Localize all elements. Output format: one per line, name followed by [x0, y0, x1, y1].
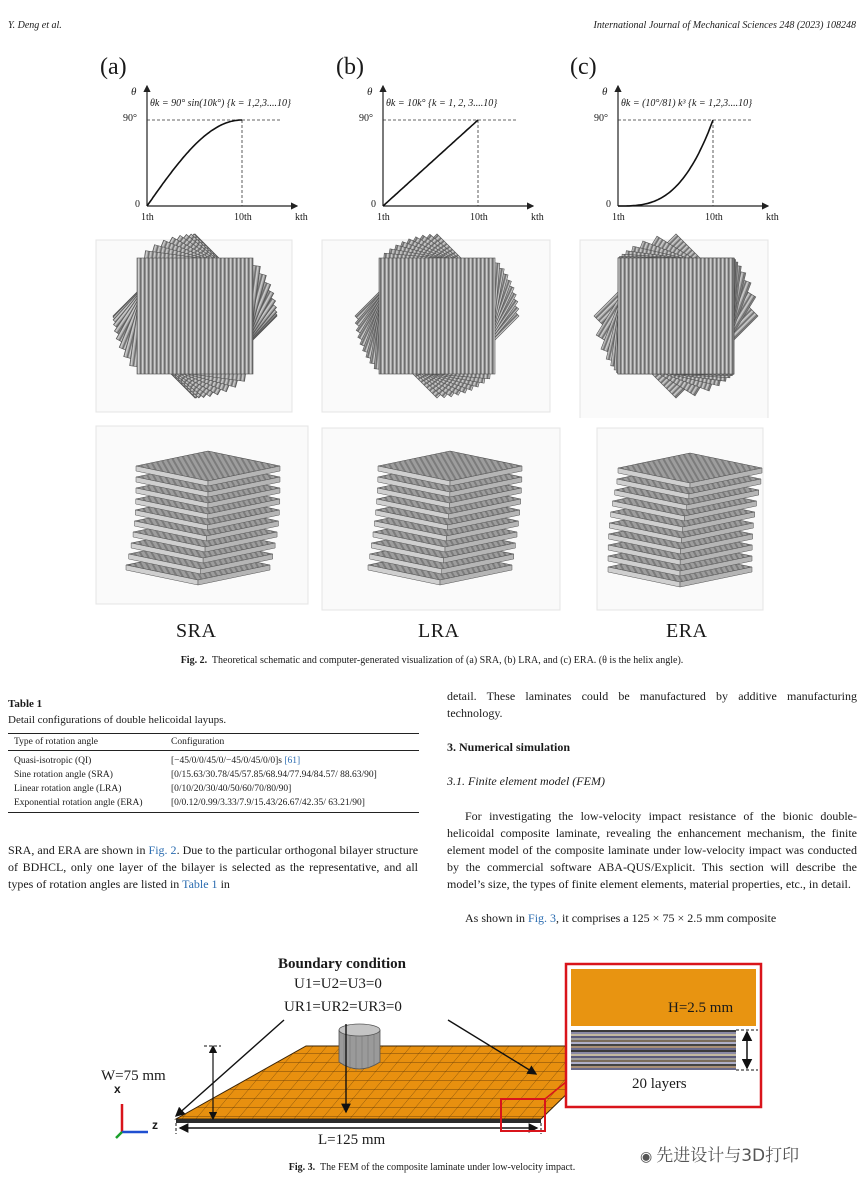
fem-layers-label: 20 layers [632, 1076, 687, 1092]
series-line-era [618, 120, 713, 206]
layer-stripe [571, 1064, 736, 1066]
layer-stripe [571, 1046, 736, 1048]
formula-era: θk = (10°/81) k³ {k = 1,2,3....10} [621, 98, 753, 109]
x-tick-1: 1th [141, 212, 154, 223]
y-axis-label: θ [367, 86, 373, 98]
layer-stripe [571, 1062, 736, 1064]
layer-stripe [571, 1066, 736, 1068]
axis-triad [116, 1104, 148, 1138]
formula-lra: θk = 10k° {k = 1, 2, 3....10} [386, 98, 498, 109]
table-row: Quasi-isotropic (QI) [−45/0/0/45/0/−45/0/45/0/0]s [61] [14, 756, 301, 766]
iso-view-lra [368, 451, 522, 585]
layer-stripe [571, 1032, 736, 1034]
top-view-era [594, 234, 758, 398]
table1 [8, 733, 419, 813]
fem-length-label: L=125 mm [318, 1132, 386, 1148]
x-tick-10: 10th [234, 212, 252, 223]
iso-view-renders [0, 422, 864, 612]
section-heading: 3. Numerical simulation [447, 740, 570, 754]
origin-label: 0 [371, 199, 376, 210]
subsection-heading: 3.1. Finite element model (FEM) [447, 774, 605, 788]
y-axis-label: θ [602, 86, 608, 98]
formula-sra: θk = 90° sin(10k°) {k = 1,2,3....10} [150, 98, 292, 109]
y-tick-90: 90° [359, 113, 373, 124]
y-axis-label: θ [131, 86, 137, 98]
layer-stripe [571, 1048, 736, 1050]
table1-link[interactable]: Table 1 [182, 877, 218, 891]
figure2-caption: Fig. 2. Theoretical schematic and computer-generated visualization of (a) SRA, (b) LRA, and (c) ERA. (θ is the helix angle). [180, 655, 684, 666]
x-tick-1: 1th [612, 212, 625, 223]
axis-x-label: x [114, 1082, 121, 1096]
x-tick-10: 10th [705, 212, 723, 223]
fig2-link[interactable]: Fig. 2 [148, 843, 177, 857]
panel-letter-c: (c) [570, 54, 597, 80]
series-line-sra [147, 120, 242, 206]
left-paragraph: SRA, and ERA are shown in Fig. 2. Due to the particular orthogonal bilayer structure of BDHCL, only one layer of the bilayer is selected as the representative, and all types of rotation angles are listed in Table 1 in [8, 843, 419, 891]
label-lra: LRA [418, 620, 460, 642]
iso-view-era [608, 453, 762, 587]
wechat-icon: ◉ [640, 1149, 653, 1165]
ply [137, 258, 253, 374]
running-author: Y. Deng et al. [8, 20, 62, 31]
figure3-fem [96, 954, 768, 1154]
layer-stripe [571, 1042, 736, 1044]
layer-stripe [571, 1058, 736, 1060]
layer-stripe [571, 1052, 736, 1054]
x-tick-10: 10th [470, 212, 488, 223]
layer-stripe [571, 1044, 736, 1046]
layer-stripe [571, 1040, 736, 1042]
right-paragraph-1: For investigating the low-velocity impact resistance of the bionic double-helicoidal composite laminate, revealing the enhancement mechanism, the finite element model of the composite laminate under low-velocity impact was conducted by the commercial software ABA-QUS/Explicit. This section will describe the model’s size, the types of finite element elements, material properties, etc., in detail. [447, 809, 857, 891]
top-view-renders [0, 232, 864, 418]
origin-label: 0 [135, 199, 140, 210]
ply [618, 258, 734, 374]
series-line-lra [383, 120, 478, 206]
panel-letter-a: (a) [100, 54, 127, 80]
ref-link-61[interactable]: [61] [284, 756, 301, 766]
plate-edge [176, 1119, 541, 1123]
figure3-caption: Fig. 3. The FEM of the composite laminate under low-velocity impact. [288, 1162, 576, 1173]
fig3-link[interactable]: Fig. 3 [528, 911, 557, 925]
label-era: ERA [666, 620, 708, 642]
x-tick-1: 1th [377, 212, 390, 223]
table-row: Sine rotation angle (SRA) [0/15.63/30.78/45/57.85/68.94/77.94/84.57/ 88.63/90] [14, 770, 377, 780]
panel-letter-b: (b) [336, 54, 364, 80]
fem-bc1: U1=U2=U3=0 [294, 976, 382, 992]
x-axis-label: kth [295, 212, 308, 223]
top-view-sra [113, 234, 277, 398]
right-intro: detail. These laminates could be manufactured by additive manufacturing technology. [447, 689, 857, 720]
fem-width-label: W=75 mm [101, 1068, 166, 1084]
table1-title: Table 1 [8, 698, 43, 710]
table-row: Exponential rotation angle (ERA) [0/0.12/0.99/3.33/7.9/15.43/26.67/42.35/ 63.21/90] [8, 796, 419, 813]
fem-height-label: H=2.5 mm [668, 1000, 734, 1016]
x-axis-label: kth [766, 212, 779, 223]
table-row: Linear rotation angle (LRA) [0/10/20/30/40/50/60/70/80/90] [14, 784, 292, 794]
x-axis-label: kth [531, 212, 544, 223]
right-paragraph-2: As shown in Fig. 3, it comprises a 125 × 75 × 2.5 mm composite [465, 911, 777, 925]
layer-stripe [571, 1034, 736, 1036]
fem-bc2: UR1=UR2=UR3=0 [284, 999, 402, 1015]
y-tick-90: 90° [594, 113, 608, 124]
layer-stripe [571, 1038, 736, 1040]
label-sra: SRA [176, 620, 217, 642]
axis-z-label: z [152, 1118, 158, 1132]
top-view-lra [355, 234, 519, 398]
layer-stripe [571, 1054, 736, 1056]
layer-stripe [571, 1036, 736, 1038]
table1-subtitle: Detail configurations of double helicoidal layups. [8, 714, 227, 726]
ply [379, 258, 495, 374]
y-tick-90: 90° [123, 113, 137, 124]
layer-stripe [571, 1068, 736, 1070]
fem-boundary-title: Boundary condition [278, 956, 406, 972]
watermark: ◉ 先进设计与3D打印 [640, 1146, 800, 1166]
impactor [339, 1024, 380, 1071]
running-journal: International Journal of Mechanical Sciences 248 (2023) 108248 [593, 20, 856, 31]
iso-view-sra [126, 451, 280, 585]
layer-stripe [571, 1030, 736, 1032]
layer-stripe [571, 1056, 736, 1058]
table1-col-type: Type of rotation angle [8, 734, 165, 751]
layer-stripe [571, 1060, 736, 1062]
table1-col-config: Configuration [165, 734, 419, 751]
origin-label: 0 [606, 199, 611, 210]
layer-stripe [571, 1050, 736, 1052]
